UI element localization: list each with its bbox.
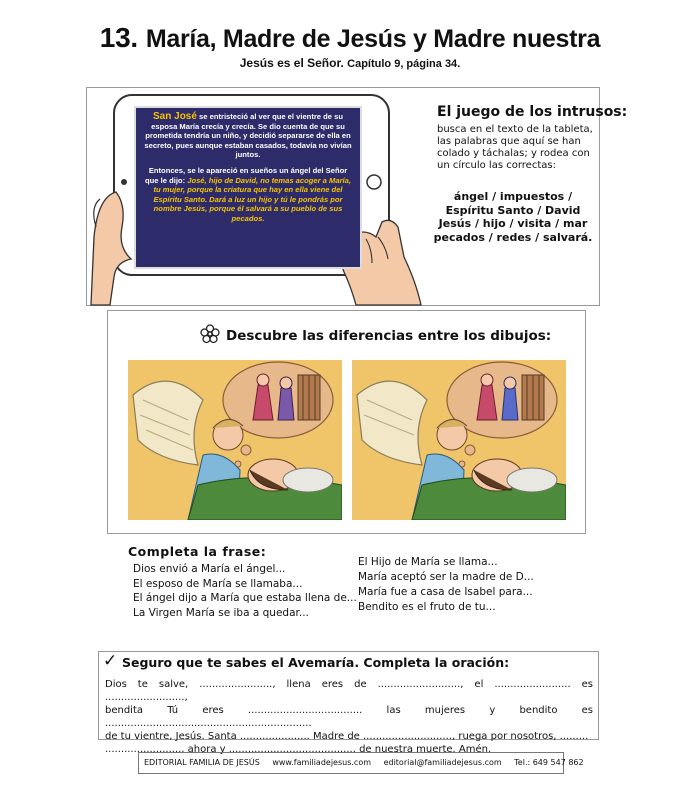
- phrases-left: [133, 562, 357, 620]
- drawing-left: [128, 360, 342, 520]
- phrase-item: Bendito es el fruto de tu...: [358, 601, 496, 613]
- intrusos-line-4: pecados / redes / salvará.: [433, 230, 593, 244]
- phrases-right: [358, 555, 534, 615]
- tablet-p2-intro: Entonces, se le apareció en sueños un ángel del Señor que le dijo:: [145, 165, 348, 185]
- lesson-title: María, Madre de Jesús y Madre nuestra: [145, 25, 601, 53]
- differences-title: Descubre las diferencias entre los dibujos:: [226, 328, 552, 344]
- footer-email[interactable]: editorial@familiadejesus.com: [383, 758, 502, 767]
- book-reference: Capítulo 9, página 34.: [347, 58, 461, 70]
- footer: [138, 752, 584, 774]
- checkmark-icon: ✓: [103, 651, 118, 671]
- phrase-item: María fue a casa de Isabel para...: [358, 586, 533, 598]
- flower-icon: [200, 324, 220, 344]
- intrusos-line-1: ángel / impuestos /: [453, 190, 573, 203]
- phrase-item: El esposo de María se llamaba...: [133, 577, 303, 590]
- intrusos-instructions: busca en el texto de la tableta, las palabras que aquí se han colado y táchalas; y rodea con un círculo las correctas:: [437, 124, 593, 171]
- prayer-line: bendita Tú eres .................................... las mujeres y bendito es .................................................................: [105, 705, 593, 729]
- subtitle-text: Jesús es el Señor.: [239, 56, 344, 70]
- phrase-item: María aceptó ser la madre de D...: [358, 571, 534, 583]
- tablet-paragraph-1: [142, 112, 354, 160]
- page-title: [0, 22, 700, 54]
- tablet-name: San José: [153, 111, 197, 122]
- intrusos-title: El juego de los intrusos:: [437, 104, 628, 120]
- phrase-item: Dios envió a María el ángel...: [133, 563, 286, 575]
- prayer-line: de tu vientre, Jesús. Santa ...................... Madre de ............................, ruega por nosotros, .........: [105, 731, 589, 742]
- intrusos-line-2: Espíritu Santo / David: [445, 203, 581, 217]
- footer-website[interactable]: www.familiadejesus.com: [272, 758, 372, 767]
- complete-phrase-title: Completa la frase:: [128, 544, 267, 559]
- tablet-screen: [134, 106, 362, 269]
- prayer-line: Dios te salve, ......................., llena eres de .........................., el ........................ es .........................,: [105, 679, 593, 703]
- tablet-p2-quote: José, hijo de David, no temas acoger a María, tu mujer, porque la criatura que hay en ella viene del Espíritu Santo. Dará a luz un hijo y tú le pondrás por nombre Jesús, porque él salvará a su pueblo de sus pecados.: [153, 175, 351, 223]
- footer-publisher: EDITORIAL FAMILIA DE JESÚS: [144, 758, 260, 767]
- avemaria-title: Seguro que te sabes el Avemaría. Completa la oración:: [122, 655, 510, 670]
- drawing-right: [352, 360, 566, 520]
- phrase-item: El Hijo de María se llama...: [358, 556, 498, 568]
- phrase-item: El ángel dijo a María que estaba llena de...: [133, 592, 357, 604]
- phrase-item: La Virgen María se iba a quedar...: [133, 606, 309, 619]
- avemaria-prayer: [105, 678, 593, 756]
- prayer-line: ........................, ahora y ........................................ de nuestra muerte. Amén.: [105, 744, 492, 755]
- tablet-p1-text: se entristeció al ver que el vientre de su esposa María crecía y crecía. Se dio cuenta de que su prometida tendría un niño, y decidió separarse de ella en secreto, pues aunque estaban casados, todavía no vivían juntos.: [144, 112, 352, 160]
- lesson-number: 13.: [99, 22, 138, 53]
- page-subtitle: [0, 56, 700, 70]
- footer-phone: Tel.: 649 547 862: [514, 758, 584, 767]
- intrusos-word-list: [427, 190, 599, 244]
- intrusos-line-3: Jesús / hijo / visita / mar: [438, 217, 588, 230]
- tablet-paragraph-2: [142, 166, 354, 224]
